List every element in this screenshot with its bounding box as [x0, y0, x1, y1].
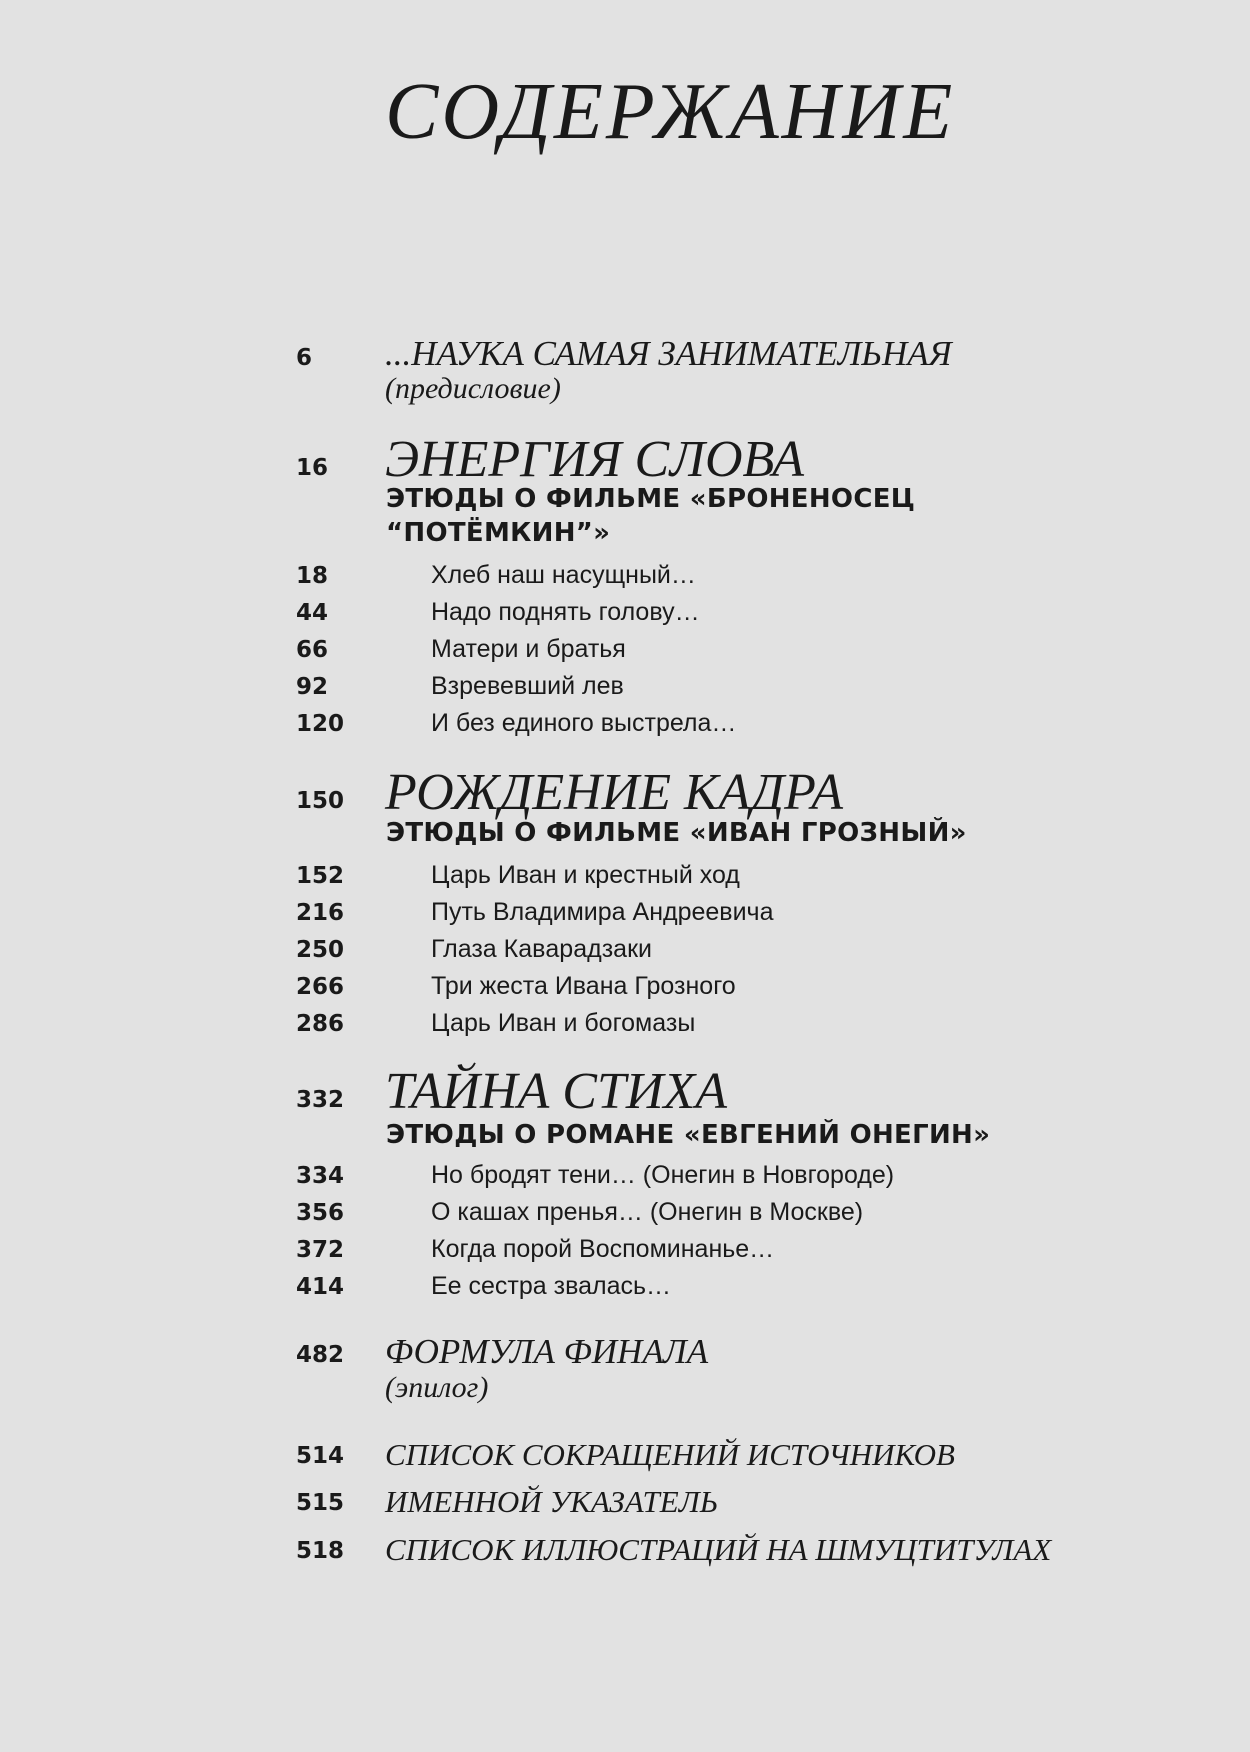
chapter-title[interactable]: Матери и братья [431, 635, 626, 663]
toc-page-number: 518 [296, 1538, 345, 1564]
toc-page-number: 66 [296, 637, 329, 663]
toc-page-number: 515 [296, 1490, 345, 1516]
epilogue-title[interactable]: ФОРМУЛА ФИНАЛА [385, 1332, 709, 1371]
page-title: СОДЕРЖАНИЕ [385, 68, 956, 156]
toc-page-number: 250 [296, 937, 345, 963]
toc-page-number: 286 [296, 1011, 345, 1037]
chapter-title[interactable]: Ее сестра звалась… [431, 1272, 672, 1300]
toc-page-number: 372 [296, 1237, 345, 1263]
appendix-title[interactable]: СПИСОК СОКРАЩЕНИЙ ИСТОЧНИКОВ [385, 1437, 955, 1472]
part-title[interactable]: РОЖДЕНИЕ КАДРА [385, 764, 844, 821]
chapter-title[interactable]: Глаза Кавaрадзаки [431, 935, 652, 963]
toc-page-number: 120 [296, 711, 345, 737]
toc-page-number: 482 [296, 1342, 345, 1368]
epilogue-subtitle: (эпилог) [385, 1371, 489, 1404]
chapter-title[interactable]: О кашах пренья… (Онегин в Москве) [431, 1198, 864, 1226]
appendix-title[interactable]: СПИСОК ИЛЛЮСТРАЦИЙ НА ШМУЦТИТУЛАХ [385, 1532, 1052, 1567]
chapter-title[interactable]: Путь Владимира Андреевича [431, 898, 774, 926]
toc-page-number: 332 [296, 1087, 345, 1113]
part-subtitle: ЭТЮДЫ О ФИЛЬМЕ «ИВАН ГРОЗНЫЙ» [386, 818, 967, 848]
toc-page-number: 216 [296, 900, 345, 926]
toc-page-number: 334 [296, 1163, 345, 1189]
preface-subtitle: (предисловие) [385, 372, 561, 405]
toc-page-number: 16 [296, 455, 329, 481]
chapter-title[interactable]: Но бродят тени… (Онегин в Новгороде) [431, 1161, 895, 1189]
toc-page-number: 92 [296, 674, 329, 700]
chapter-title[interactable]: Царь Иван и крестный ход [431, 861, 740, 889]
toc-page-number: 356 [296, 1200, 345, 1226]
part-subtitle: ЭТЮДЫ О РОМАНЕ «ЕВГЕНИЙ ОНЕГИН» [386, 1120, 991, 1150]
toc-page-number: 18 [296, 563, 329, 589]
part-title[interactable]: ЭНЕРГИЯ СЛОВА [385, 431, 805, 488]
part-subtitle: ЭТЮДЫ О ФИЛЬМЕ «БРОНЕНОСЕЦ [386, 484, 916, 514]
part-subtitle: “ПОТЁМКИН”» [386, 518, 611, 548]
appendix-title[interactable]: ИМЕННОЙ УКАЗАТЕЛЬ [385, 1484, 718, 1519]
toc-page-number: 414 [296, 1274, 345, 1300]
toc-page-number: 266 [296, 974, 345, 1000]
chapter-title[interactable]: Надо поднять голову… [431, 598, 700, 626]
chapter-title[interactable]: Хлеб наш насущный… [431, 561, 696, 589]
preface-title[interactable]: ...НАУКА САМАЯ ЗАНИМАТЕЛЬНАЯ [385, 334, 952, 373]
chapter-title[interactable]: Царь Иван и богомазы [431, 1009, 696, 1037]
chapter-title[interactable]: Три жеста Ивана Грозного [431, 972, 736, 1000]
part-title[interactable]: ТАЙНА СТИХА [385, 1063, 727, 1120]
chapter-title[interactable]: И без единого выстрела… [431, 709, 737, 737]
chapter-title[interactable]: Когда порой Воспоминанье… [431, 1235, 775, 1263]
toc-page-number: 6 [296, 345, 313, 371]
chapter-title[interactable]: Взревевший лев [431, 672, 624, 700]
toc-page-number: 152 [296, 863, 345, 889]
toc-page-number: 44 [296, 600, 329, 626]
toc-page-number: 150 [296, 788, 345, 814]
toc-page-number: 514 [296, 1443, 345, 1469]
